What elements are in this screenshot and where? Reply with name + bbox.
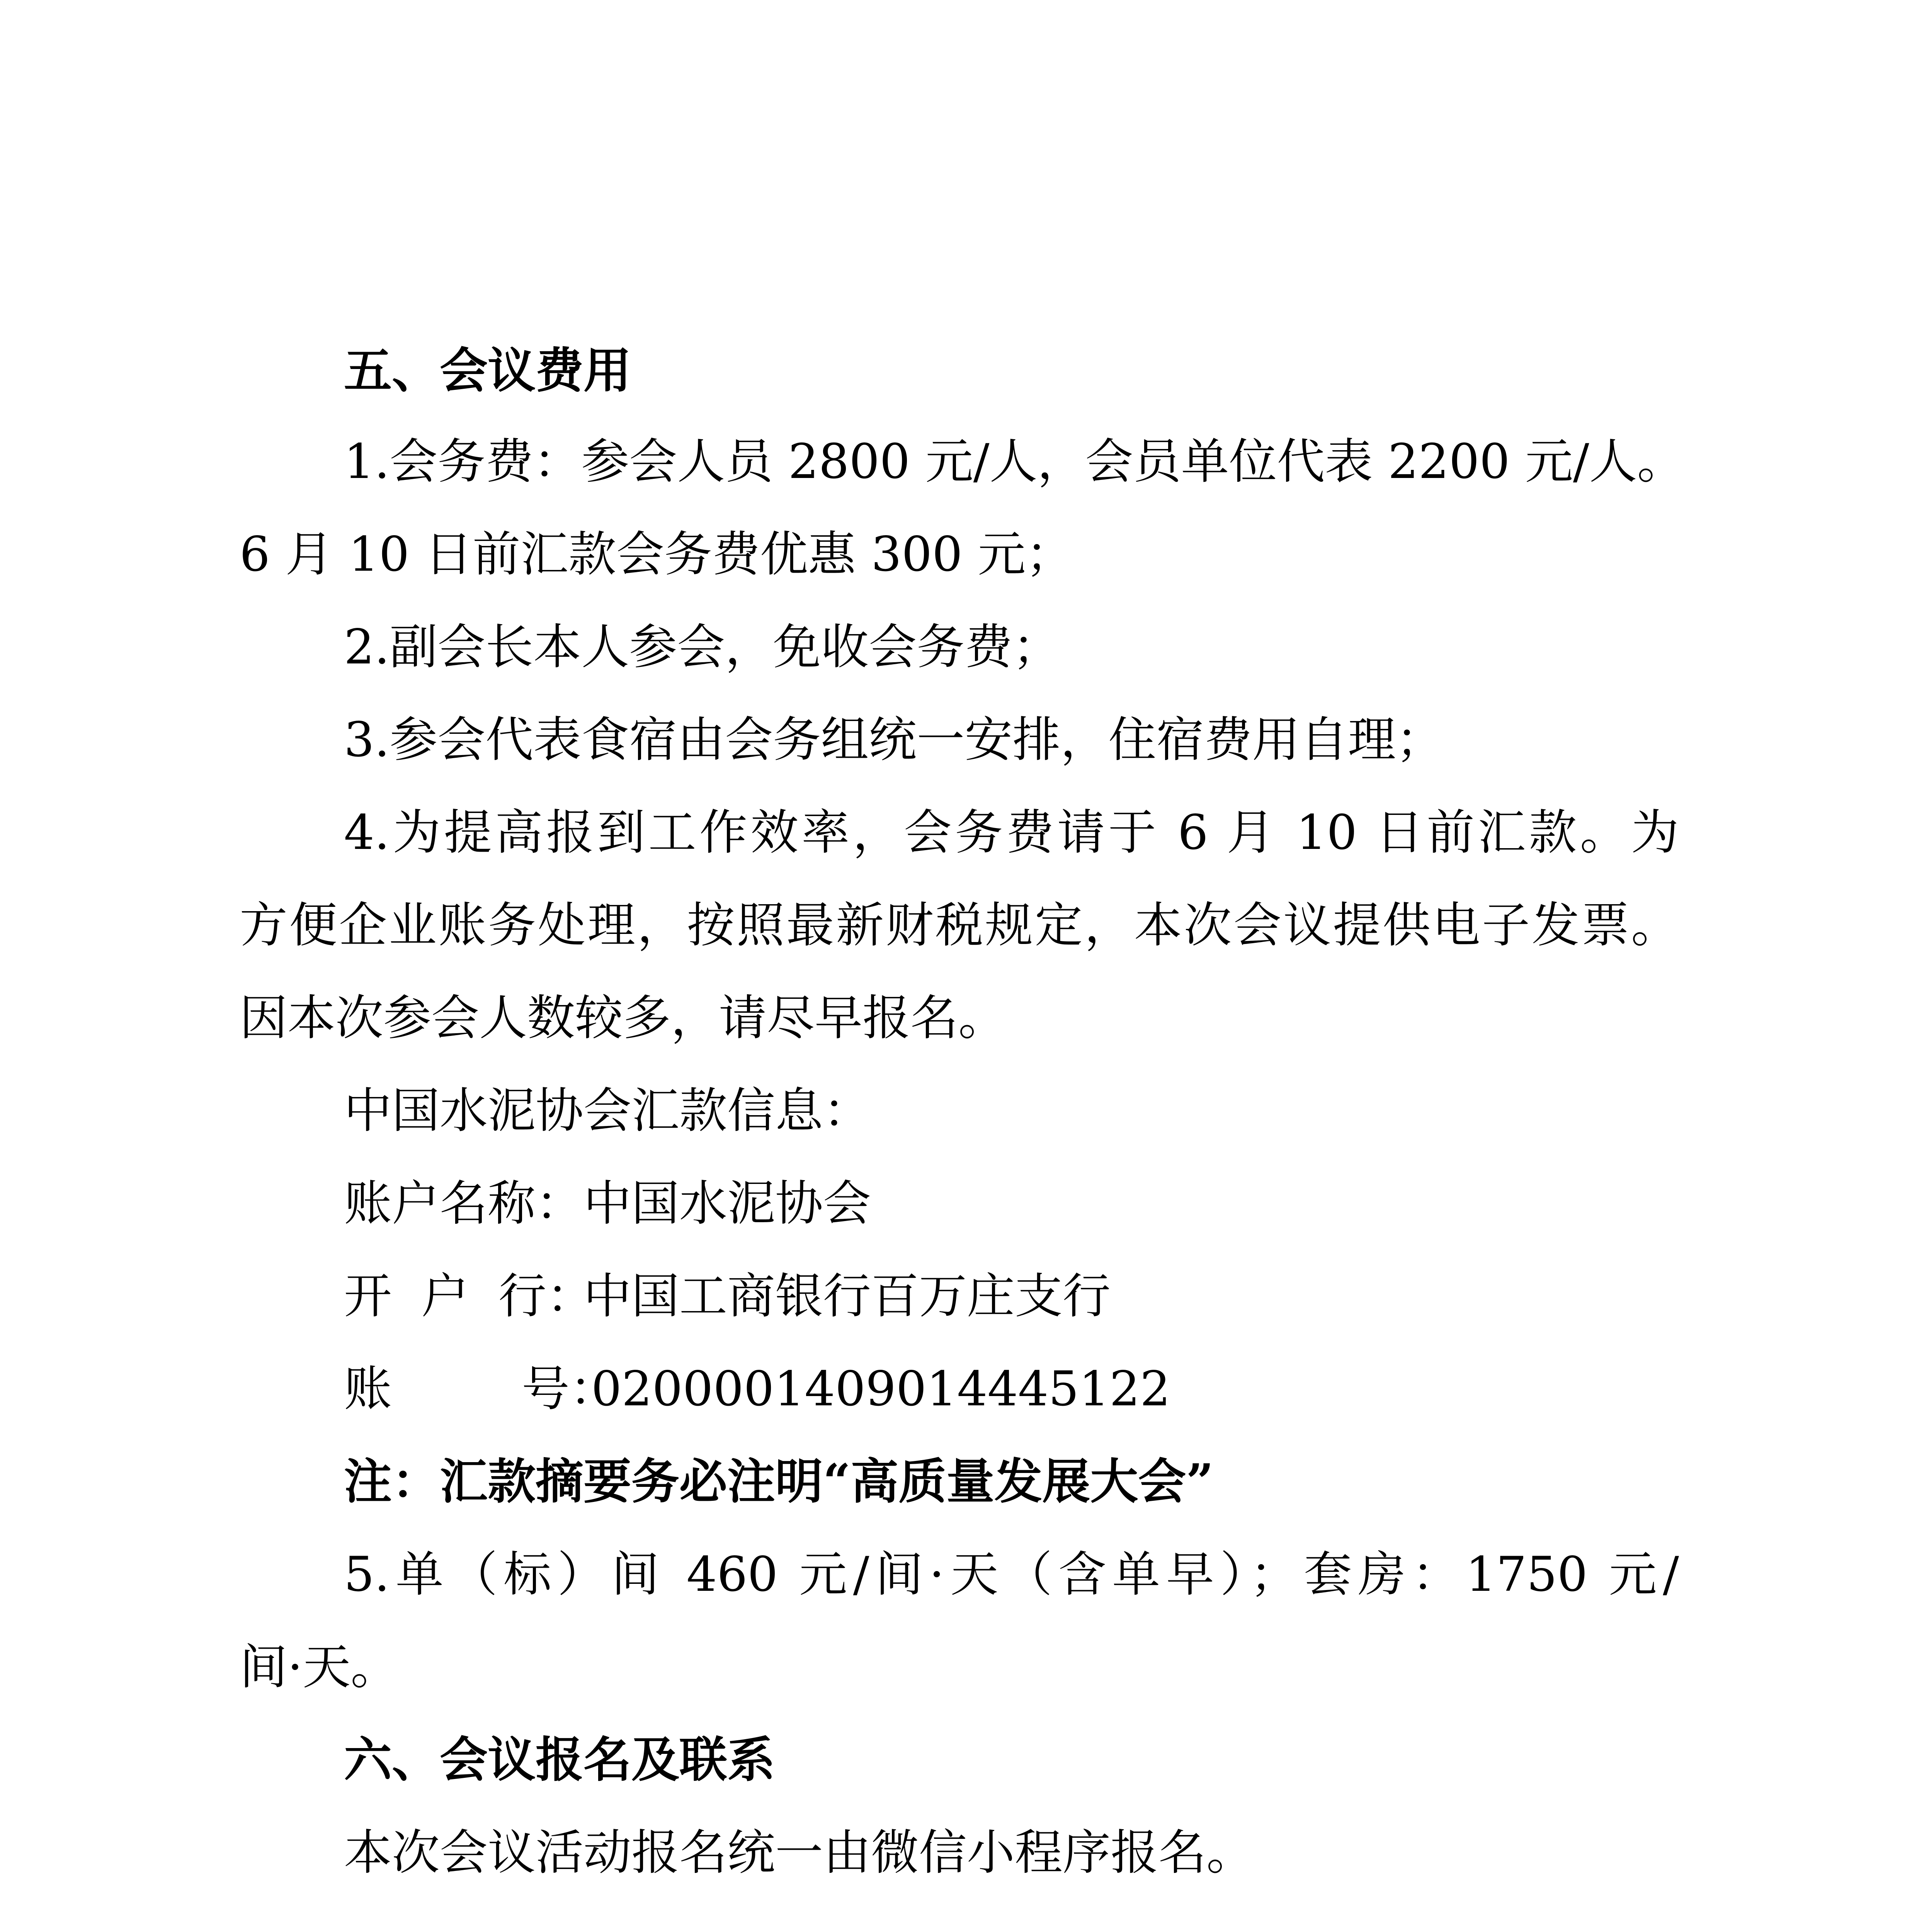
account-name-label: 账户名称： bbox=[344, 1176, 584, 1231]
section6-heading: 六、会议报名及联系 bbox=[344, 1732, 776, 1788]
fee-item-2: 2.副会长本人参会，免收会务费； bbox=[344, 619, 1061, 675]
fee-item-1-line2: 6 月 10 日前汇款会务费优惠 300 元； bbox=[240, 527, 1074, 582]
fee-item-3: 3.参会代表食宿由会务组统一安排，住宿费用自理； bbox=[344, 712, 1444, 768]
registration-text: 本次会议活动报名统一由微信小程序报名。 bbox=[344, 1825, 1255, 1881]
bank-label: 开 户 行： bbox=[344, 1269, 595, 1324]
fee-item-4-line2: 方便企业账务处理，按照最新财税规定，本次会议提供电子发票。 bbox=[240, 898, 1679, 953]
account-number-row bbox=[344, 1358, 1170, 1420]
remit-info-title: 中国水泥协会汇款信息： bbox=[344, 1083, 871, 1139]
bank-value: 中国工商银行百万庄支行 bbox=[583, 1269, 1111, 1324]
wechat-mini-program-code bbox=[454, 1928, 802, 1932]
account-name-value: 中国水泥协会 bbox=[583, 1176, 871, 1231]
fee-item-4-line3: 因本次参会人数较多，请尽早报名。 bbox=[240, 990, 1007, 1046]
fee-item-5-line2: 间·天。 bbox=[240, 1639, 399, 1695]
account-number-label: 账 号： bbox=[344, 1361, 618, 1417]
account-number-value: 0200001409014445122 bbox=[591, 1361, 1170, 1417]
account-name-row bbox=[344, 1173, 871, 1235]
fee-item-1-line1: 1.会务费：参会人员 2800 元/人，会员单位代表 2200 元/人。 bbox=[344, 434, 1685, 490]
fee-item-4-line1: 4.为提高报到工作效率，会务费请于 6 月 10 日前汇款。为 bbox=[344, 805, 1679, 861]
section5-heading: 五、会议费用 bbox=[344, 343, 632, 399]
remittance-note: 注：汇款摘要务必注明“高质量发展大会” bbox=[344, 1454, 1214, 1510]
fee-item-5-line1: 5.单（标）间 460 元/间·天（含单早）；套房：1750 元/ bbox=[344, 1547, 1679, 1602]
bank-row bbox=[344, 1265, 1111, 1327]
